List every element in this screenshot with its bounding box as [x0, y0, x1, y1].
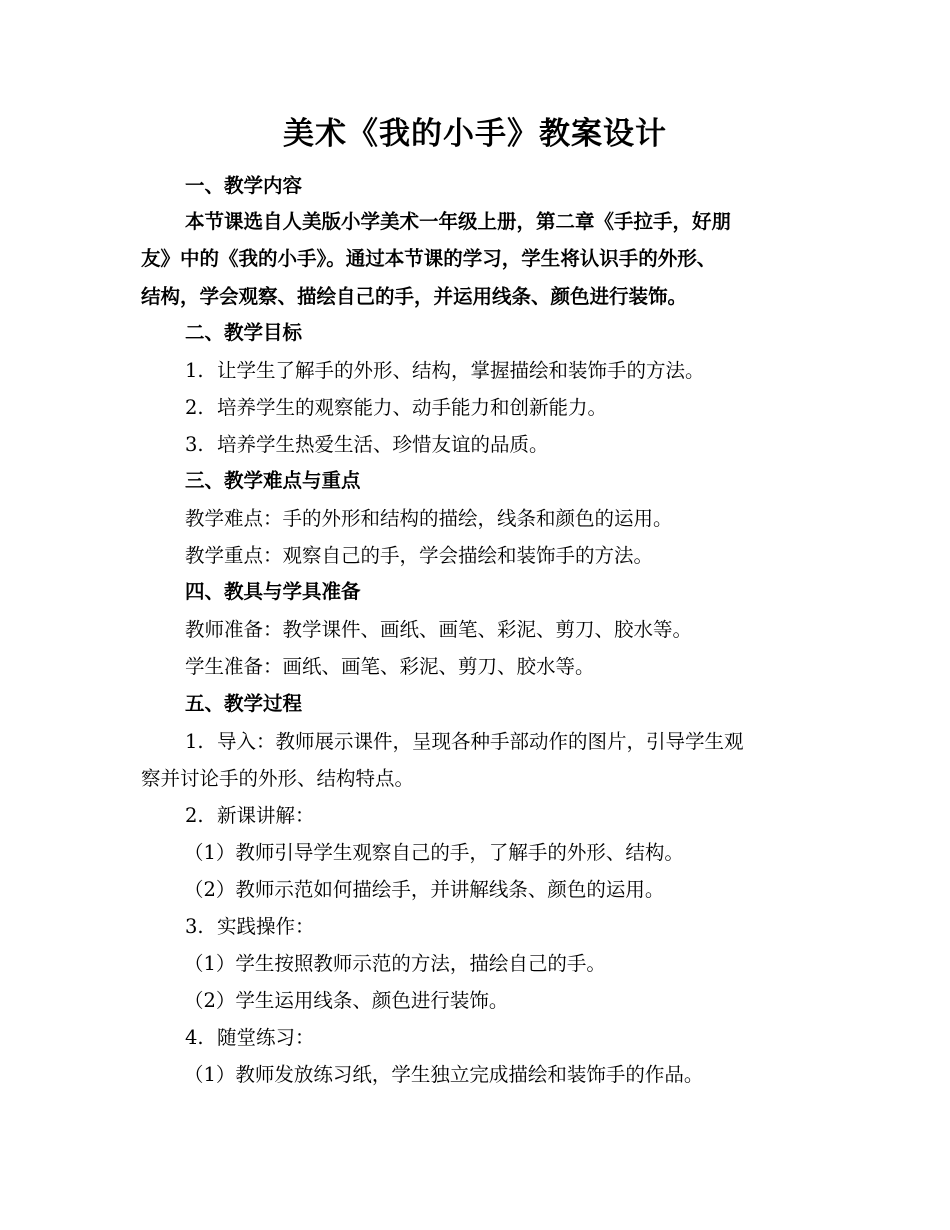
section-heading-materials: 四、教具与学具准备 — [185, 580, 361, 603]
step-text: 导入：教师展示课件，呈现各种手部动作的图片，引导学生观 — [217, 730, 744, 753]
step-number: 3. — [185, 915, 204, 938]
sub-item: （2）教师示范如何描绘手，并讲解线条、颜色的运用。 — [184, 878, 665, 901]
paragraph-line: 教学重点：观察自己的手，学会描绘和装饰手的方法。 — [185, 544, 654, 567]
list-item-number: 1. — [185, 359, 204, 382]
list-item-text: 让学生了解手的外形、结构，掌握描绘和装饰手的方法。 — [217, 359, 705, 382]
list-item-number: 3. — [185, 433, 204, 456]
step-label: 新课讲解： — [217, 804, 315, 827]
list-item — [185, 357, 705, 385]
step-number: 1. — [185, 730, 204, 753]
sub-item: （1）教师引导学生观察自己的手，了解手的外形、结构。 — [184, 841, 684, 864]
sub-item: （1）学生按照教师示范的方法，描绘自己的手。 — [184, 952, 606, 975]
section-heading-process: 五、教学过程 — [185, 692, 303, 715]
step-number: 4. — [185, 1026, 204, 1049]
paragraph-line: 学生准备：画纸、画笔、彩泥、剪刀、胶水等。 — [185, 655, 595, 678]
paragraph-line: 教师准备：教学课件、画纸、画笔、彩泥、剪刀、胶水等。 — [185, 618, 693, 641]
section-heading-goals: 二、教学目标 — [185, 321, 303, 344]
list-item-text: 培养学生的观察能力、动手能力和创新能力。 — [217, 396, 608, 419]
section-heading-content: 一、教学内容 — [185, 174, 303, 197]
list-item — [185, 431, 549, 459]
sub-item: （1）教师发放练习纸，学生独立完成描绘和装饰手的作品。 — [184, 1063, 704, 1086]
step-label: 实践操作： — [217, 915, 315, 938]
paragraph-line: 友》中的《我的小手》。通过本节课的学习，学生将认识手的外形、 — [141, 247, 717, 270]
document-title: 美术《我的小手》教案设计 — [283, 116, 667, 152]
paragraph-line: 结构，学会观察、描绘自己的手，并运用线条、颜色进行装饰。 — [141, 285, 688, 308]
list-item-number: 2. — [185, 396, 204, 419]
list-item-text: 培养学生热爱生活、珍惜友谊的品质。 — [217, 433, 549, 456]
process-step — [185, 913, 315, 941]
paragraph-line: 教学难点：手的外形和结构的描绘，线条和颜色的运用。 — [185, 507, 673, 530]
process-step — [185, 728, 744, 756]
sub-item: （2）学生运用线条、颜色进行装饰。 — [184, 989, 509, 1012]
list-item — [185, 394, 607, 422]
paragraph-line: 本节课选自人美版小学美术一年级上册，第二章《手拉手，好朋 — [185, 210, 732, 233]
step-label: 随堂练习： — [217, 1026, 315, 1049]
section-heading-keypoints: 三、教学难点与重点 — [185, 469, 361, 492]
process-step — [185, 802, 315, 830]
paragraph-line: 察并讨论手的外形、结构特点。 — [141, 767, 415, 790]
step-number: 2. — [185, 804, 204, 827]
process-step — [185, 1024, 315, 1052]
